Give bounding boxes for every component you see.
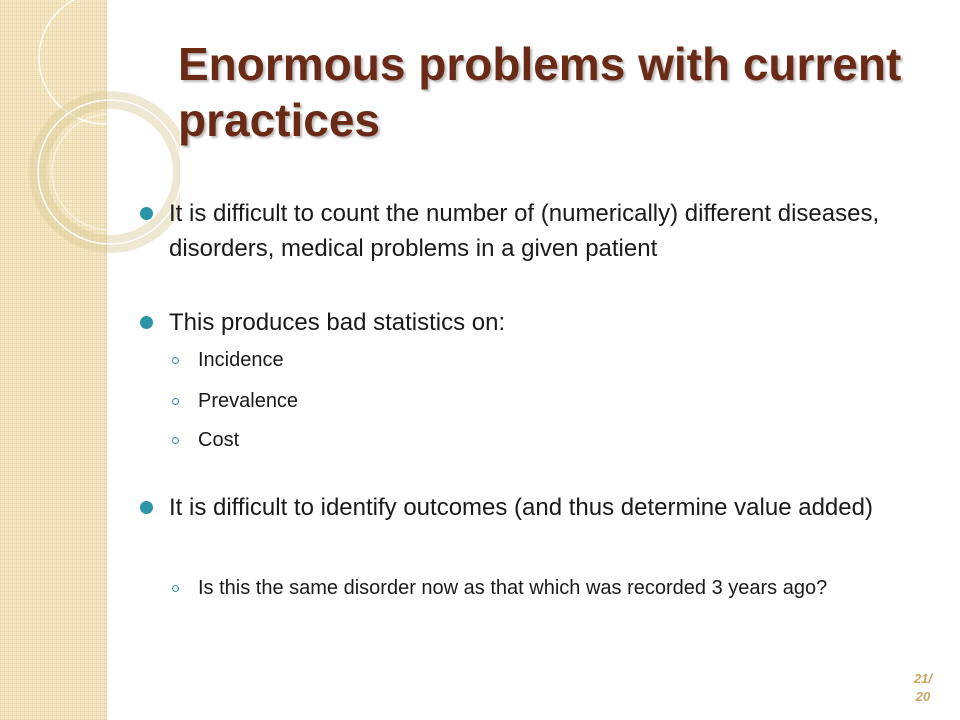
sub-bullet-icon [172,437,179,444]
slide-number: 21/ 20 [913,671,933,704]
bullet-icon [140,501,153,514]
sub-bullet-text: Cost [198,429,240,451]
bullet-item [140,490,940,525]
sub-bullet-item [172,425,912,455]
sub-bullet-item [172,573,912,603]
sub-bullet-item [172,345,912,375]
sub-bullet-icon [172,585,179,592]
slide-title: Enormous problems with current practices [178,38,902,146]
sub-bullet-text: Prevalence [198,390,299,412]
bullet-text: This produces bad statistics on: [169,309,506,336]
bullet-item [140,305,940,340]
bullet-text: It is difficult to count the number of (numerically) different diseases, disorders, medical problems in a given patient [169,200,880,262]
sub-bullet-text: Incidence [198,349,284,371]
sub-bullet-icon [172,357,179,364]
sub-bullet-item [172,386,912,416]
sub-bullet-icon [172,398,179,405]
bullet-icon [140,316,153,329]
bullet-item [140,196,940,266]
sub-bullet-text: Is this the same disorder now as that which was recorded 3 years ago? [198,577,828,599]
bullet-text: It is difficult to identify outcomes (and thus determine value added) [169,494,873,521]
bullet-icon [140,207,153,220]
